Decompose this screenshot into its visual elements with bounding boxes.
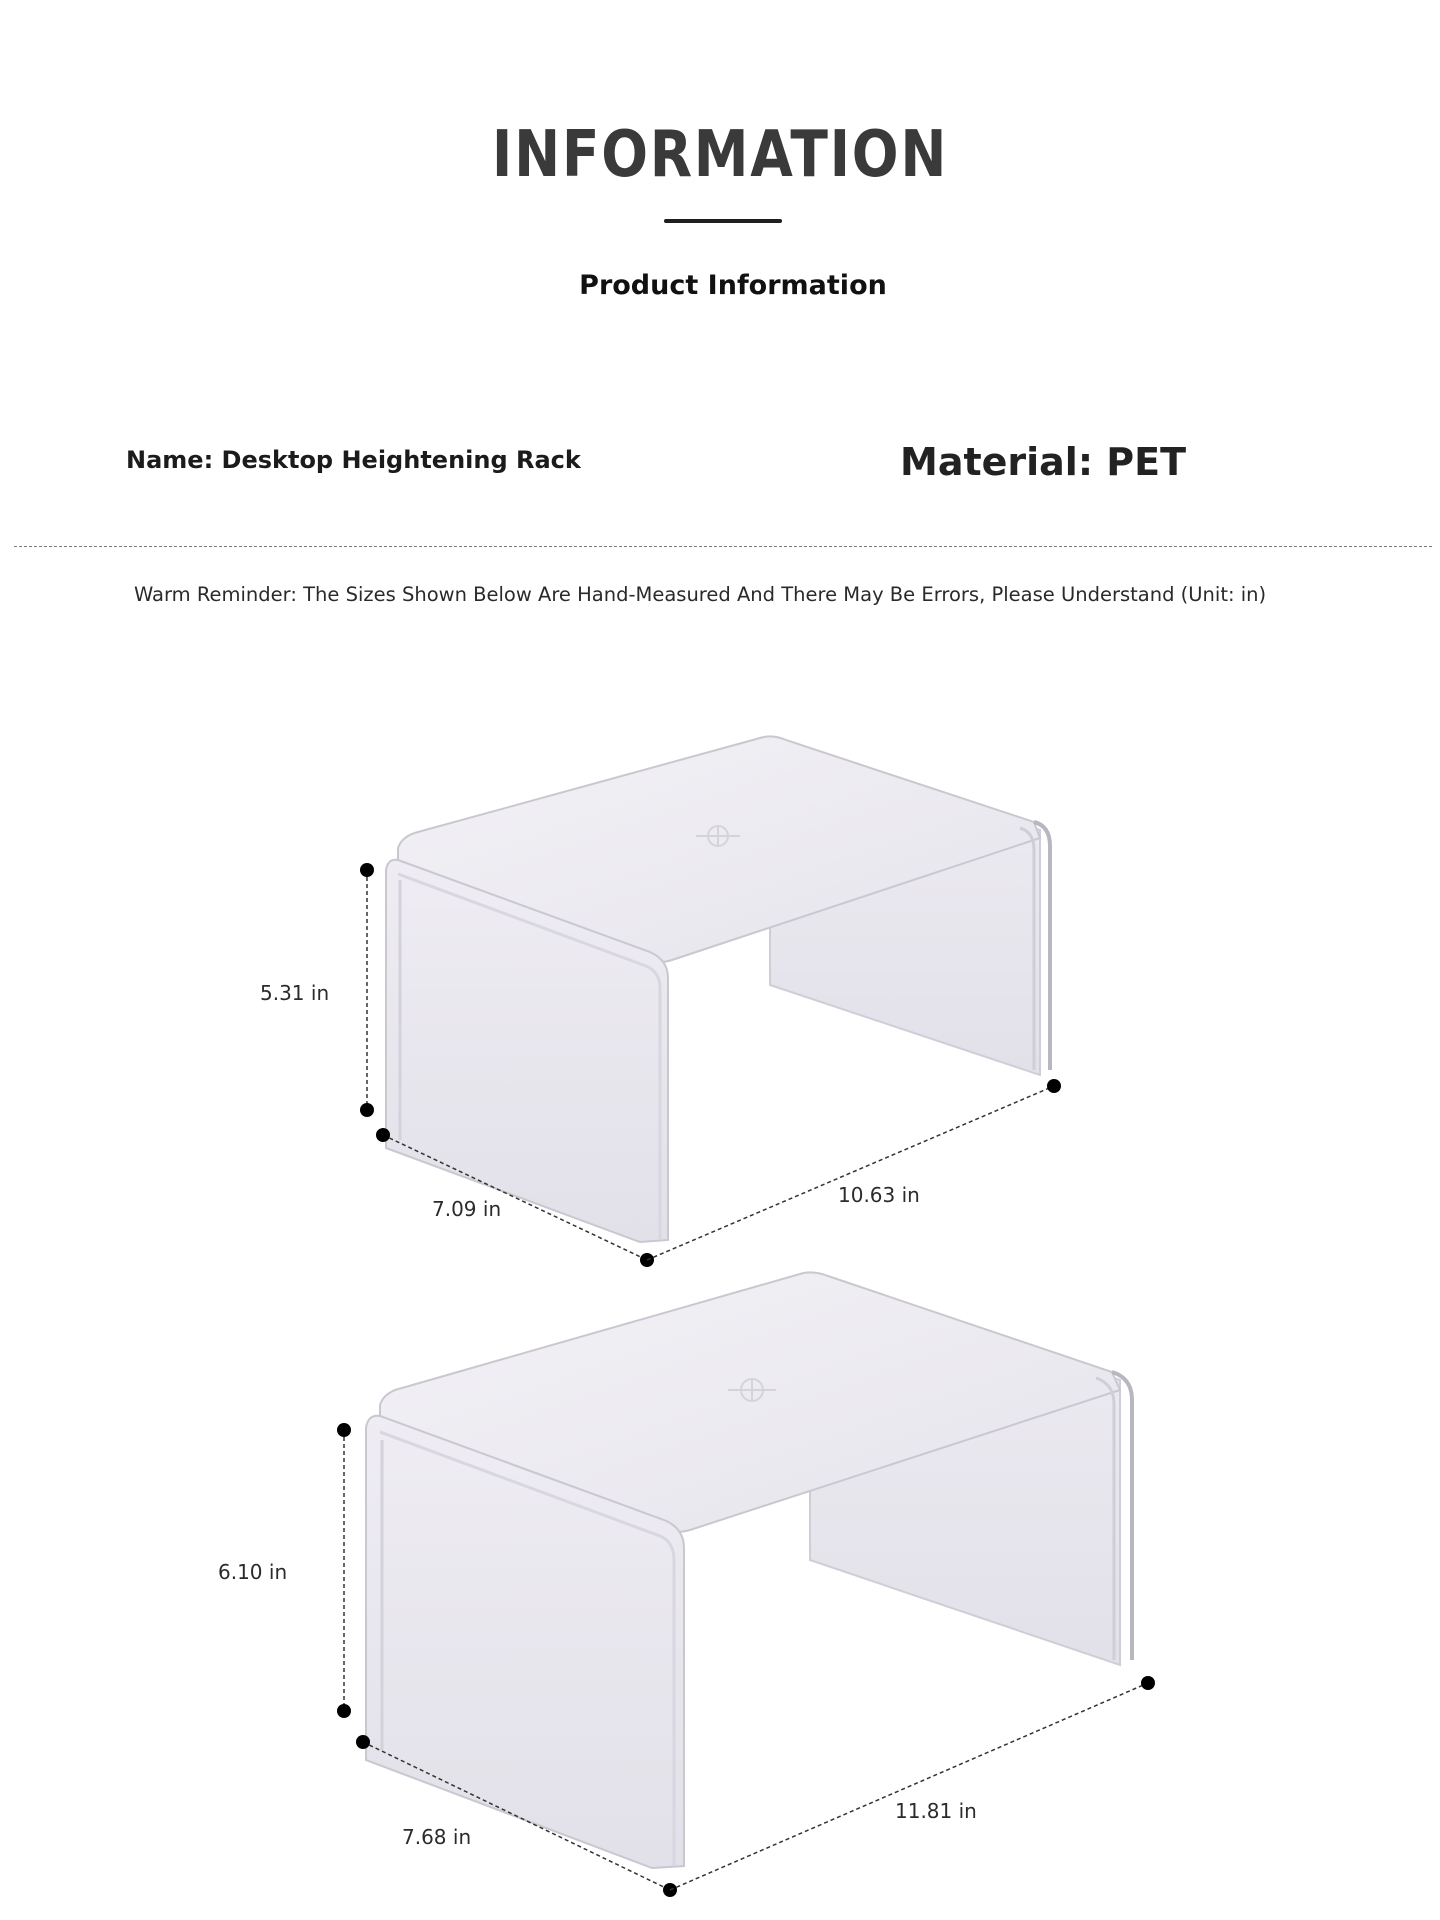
page-heading: INFORMATION (491, 118, 949, 192)
section-subtitle: Product Information (579, 270, 887, 301)
warm-reminder: Warm Reminder: The Sizes Shown Below Are Hand-Measured And There May Be Errors, Please Understand (Unit: in) (134, 583, 1267, 606)
rack-small-illustration (360, 736, 1061, 1267)
rack-2-height-label: 6.10 in (218, 1560, 288, 1584)
rack-1-depth-label: 7.09 in (432, 1197, 502, 1221)
rack-1-width-label: 10.63 in (838, 1183, 920, 1207)
rack-large-illustration (337, 1272, 1155, 1897)
product-name: Name: Desktop Heightening Rack (126, 446, 581, 474)
rack-2-width-label: 11.81 in (895, 1799, 977, 1823)
product-material: Material: PET (900, 440, 1186, 484)
rack-1-height-label: 5.31 in (260, 981, 330, 1005)
rack-2-depth-label: 7.68 in (402, 1825, 472, 1849)
